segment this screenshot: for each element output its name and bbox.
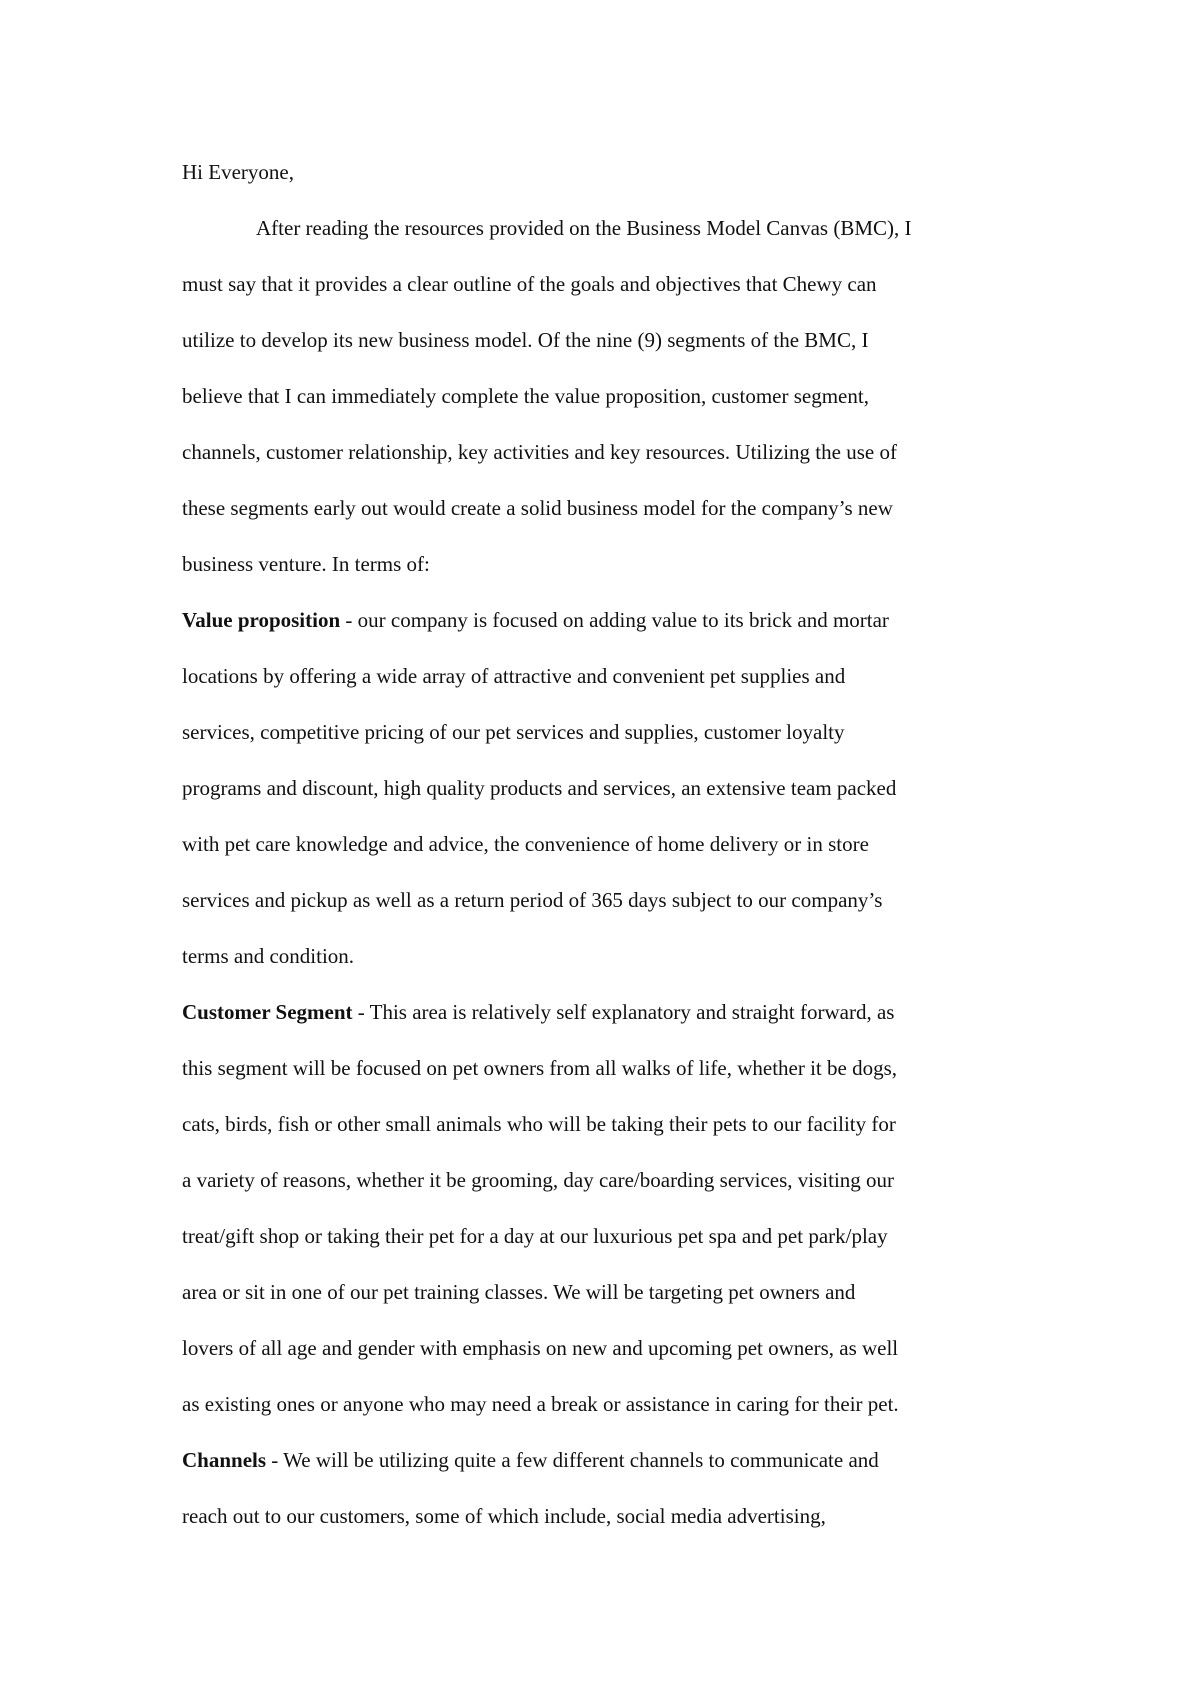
intro-line: business venture. In terms of: [182, 552, 430, 576]
customer-segment-line: cats, birds, fish or other small animals who will be taking their pets to our facility for [182, 1112, 896, 1136]
value-proposition-line: with pet care knowledge and advice, the convenience of home delivery or in store [182, 832, 869, 856]
document-body [182, 144, 1022, 1544]
channels-heading: Channels [182, 1448, 267, 1472]
value-proposition-heading: Value proposition [182, 608, 341, 632]
intro-line: must say that it provides a clear outline of the goals and objectives that Chewy can [182, 272, 877, 296]
channels-first-line [182, 1432, 1022, 1488]
value-proposition-line: programs and discount, high quality products and services, an extensive team packed [182, 776, 897, 800]
value-proposition-line: terms and condition. [182, 944, 355, 968]
value-proposition-line: locations by offering a wide array of attractive and convenient pet supplies and [182, 664, 846, 688]
intro-line: channels, customer relationship, key activities and key resources. Utilizing the use of [182, 440, 897, 464]
customer-segment-line: treat/gift shop or taking their pet for a day at our luxurious pet spa and pet park/play [182, 1224, 888, 1248]
value-proposition-first-line [182, 592, 1022, 648]
customer-segment-first-line [182, 984, 1022, 1040]
intro-line: utilize to develop its new business model. Of the nine (9) segments of the BMC, I [182, 328, 869, 352]
customer-segment-text: - This area is relatively self explanatory and straight forward, as [352, 1000, 895, 1024]
customer-segment-line: a variety of reasons, whether it be grooming, day care/boarding services, visiting our [182, 1168, 895, 1192]
channels-line: reach out to our customers, some of which include, social media advertising, [182, 1504, 826, 1528]
customer-segment-heading: Customer Segment [182, 1000, 353, 1024]
value-proposition-line: services, competitive pricing of our pet services and supplies, customer loyalty [182, 720, 845, 744]
customer-segment-line: area or sit in one of our pet training classes. We will be targeting pet owners and [182, 1280, 856, 1304]
customer-segment-line: as existing ones or anyone who may need a break or assistance in caring for their pet. [182, 1392, 899, 1416]
greeting-line: Hi Everyone, [182, 160, 294, 184]
channels-text: - We will be utilizing quite a few different channels to communicate and [266, 1448, 879, 1472]
intro-line: After reading the resources provided on the Business Model Canvas (BMC), I [256, 216, 912, 240]
customer-segment-line: lovers of all age and gender with emphasis on new and upcoming pet owners, as well [182, 1336, 899, 1360]
intro-line: these segments early out would create a solid business model for the company’s new [182, 496, 893, 520]
intro-line: believe that I can immediately complete the value proposition, customer segment, [182, 384, 869, 408]
customer-segment-line: this segment will be focused on pet owners from all walks of life, whether it be dogs, [182, 1056, 898, 1080]
value-proposition-text: - our company is focused on adding value to its brick and mortar [340, 608, 889, 632]
value-proposition-line: services and pickup as well as a return period of 365 days subject to our company’s [182, 888, 883, 912]
